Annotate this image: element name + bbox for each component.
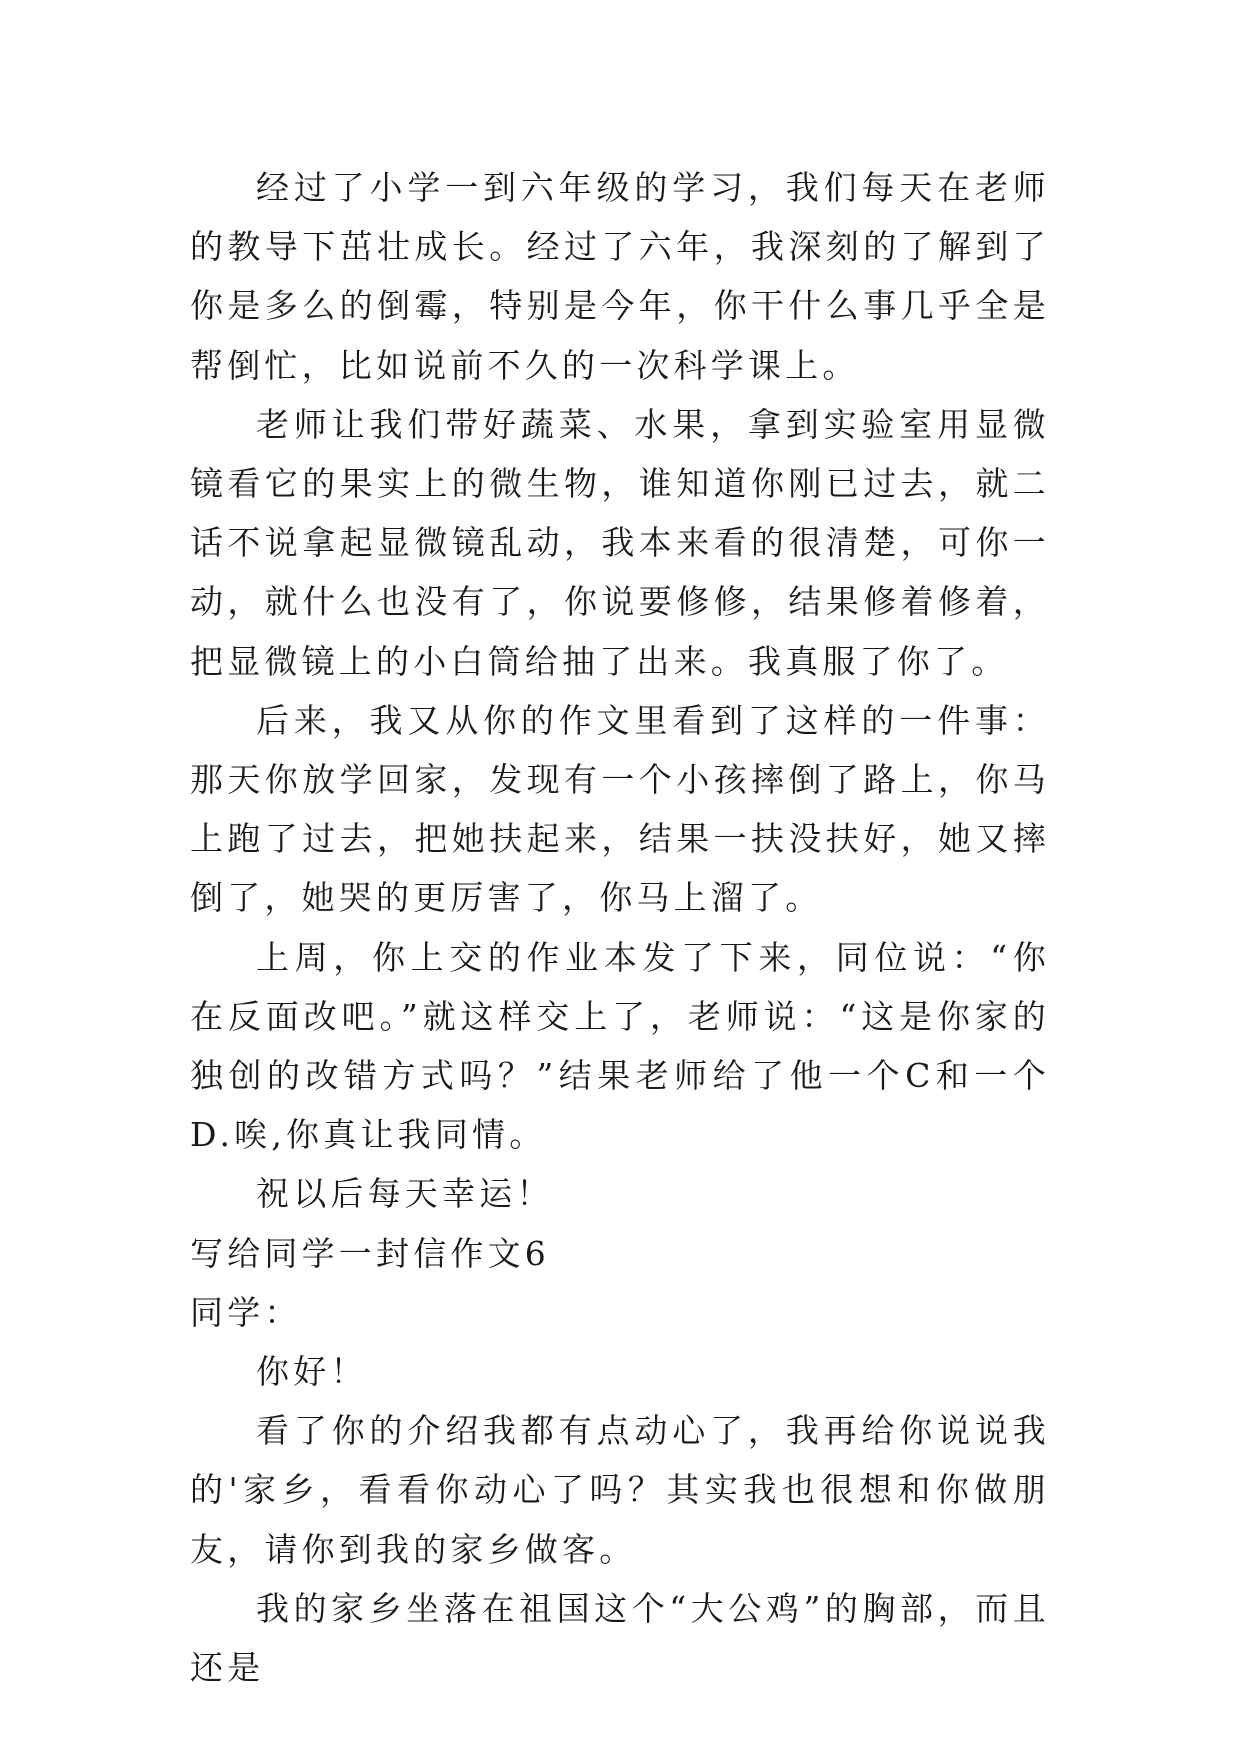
salutation: 同学： <box>190 1292 302 1332</box>
section-title: 写给同学一封信作文6 <box>190 1233 550 1273</box>
paragraph-2: 老师让我们带好蔬菜、水果，拿到实验室用显微镜看它的果实上的微生物，谁知道你刚已过去，就二话不说拿起显微镜乱动，我本来看的很清楚，可你一动，就什么也没有了，你说要修修，结果修着修着，把显微镜上的小白筒给抽了出来。我真服了你了。 <box>190 404 1050 681</box>
closing-wish: 祝以后每天幸运！ <box>256 1174 554 1214</box>
paragraph-6: 我的家乡坐落在祖国这个“大公鸡”的胸部，而且还是 <box>190 1588 1050 1688</box>
greeting: 你好！ <box>256 1352 368 1392</box>
letter-body <box>190 158 1050 1697</box>
paragraph-5: 看了你的介绍我都有点动心了，我再给你说说我的'家乡，看看你动心了吗？其实我也很想和你做朋友，请你到我的家乡做客。 <box>190 1411 1050 1569</box>
paragraph-3: 后来，我又从你的作文里看到了这样的一件事：那天你放学回家，发现有一个小孩摔倒了路上，你马上跑了过去，把她扶起来，结果一扶没扶好，她又摔倒了，她哭的更厉害了，你马上溜了。 <box>190 700 1050 918</box>
paragraph-4: 上周，你上交的作业本发了下来，同位说：“你在反面改吧。”就这样交上了，老师说：“这是你家的独创的改错方式吗？”结果老师给了他一个C和一个D.唉,你真让我同情。 <box>190 937 1050 1155</box>
paragraph-1: 经过了小学一到六年级的学习，我们每天在老师的教导下茁壮成长。经过了六年，我深刻的了解到了你是多么的倒霉，特别是今年，你干什么事几乎全是帮倒忙，比如说前不久的一次科学课上。 <box>190 168 1050 385</box>
